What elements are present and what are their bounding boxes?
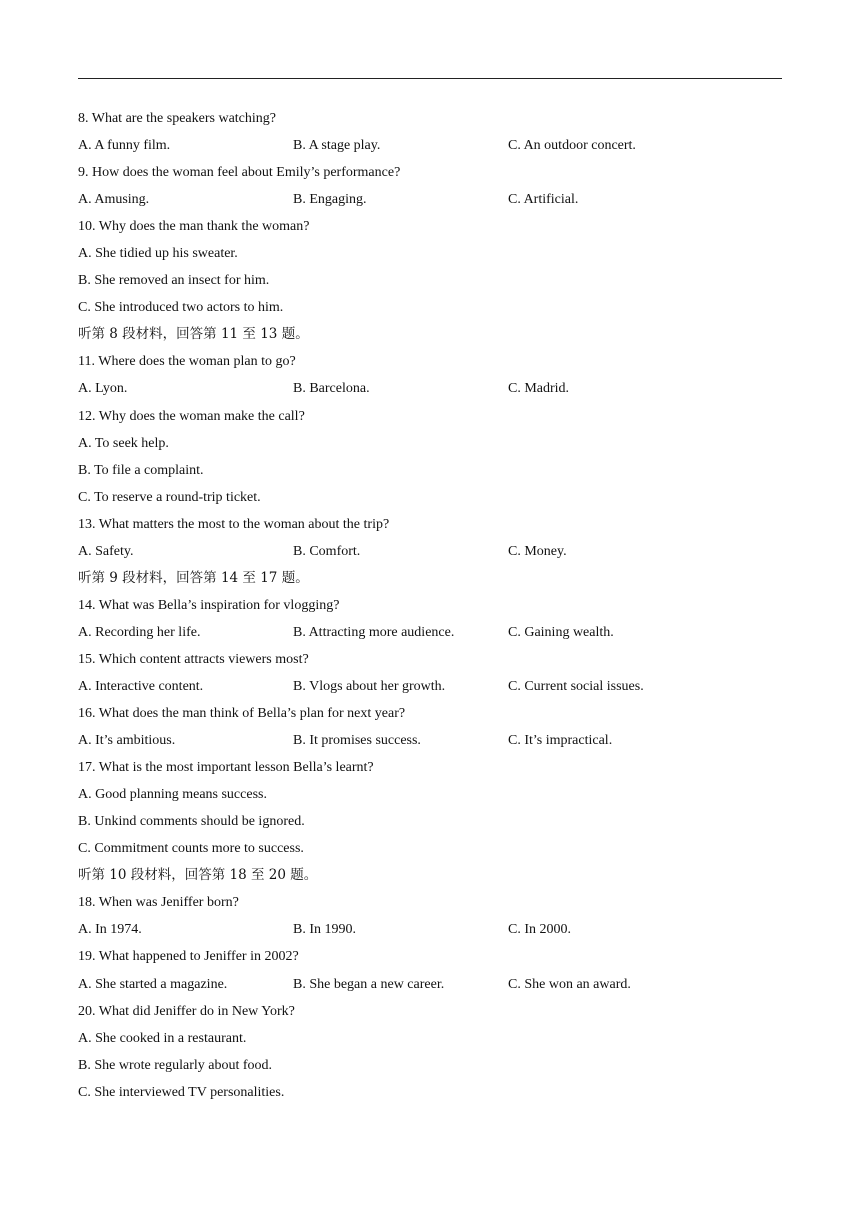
option-c: C. Artificial. — [508, 192, 579, 208]
option-row — [78, 186, 798, 213]
option-c: C. Madrid. — [508, 381, 570, 397]
question-text: 9. How does the woman feel about Emily’s performance? — [78, 165, 401, 181]
option-a: A. She started a magazine. — [78, 976, 228, 992]
option-b: B. Barcelona. — [293, 381, 370, 397]
option-line: C. To reserve a round-trip ticket. — [78, 489, 261, 505]
option-line: A. She tidied up his sweater. — [78, 246, 238, 262]
option-c: C. Gaining wealth. — [508, 624, 614, 640]
option-row — [78, 375, 798, 402]
option-row — [78, 619, 798, 646]
option-a: A. A funny film. — [78, 138, 171, 154]
section-instruction: 听第 9 段材料，回答第 14 至 17 题。 — [78, 569, 309, 586]
option-a: A. Interactive content. — [78, 678, 204, 694]
section-instruction: 听第 8 段材料，回答第 11 至 13 题。 — [78, 326, 309, 343]
question-text: 10. Why does the man thank the woman? — [78, 219, 310, 235]
option-a: A. Amusing. — [78, 192, 150, 208]
option-line: A. To seek help. — [78, 435, 169, 451]
option-line: C. Commitment counts more to success. — [78, 841, 304, 857]
option-line: B. She removed an insect for him. — [78, 273, 270, 289]
option-b: B. Vlogs about her growth. — [293, 678, 446, 694]
option-line: C. She interviewed TV personalities. — [78, 1084, 285, 1100]
option-line: B. To file a complaint. — [78, 462, 204, 478]
option-a: A. Safety. — [78, 543, 134, 559]
option-row — [78, 538, 798, 565]
option-c: C. In 2000. — [508, 922, 571, 938]
question-text: 8. What are the speakers watching? — [78, 111, 276, 126]
option-line: C. She introduced two actors to him. — [78, 300, 284, 316]
option-a: A. In 1974. — [78, 922, 142, 938]
option-row — [78, 132, 798, 159]
option-a: A. It’s ambitious. — [78, 733, 176, 749]
option-line: A. She cooked in a restaurant. — [78, 1030, 247, 1046]
option-b: B. A stage play. — [293, 138, 381, 154]
option-c: C. Current social issues. — [508, 678, 644, 694]
question-text: 15. Which content attracts viewers most? — [78, 651, 309, 667]
option-b: B. It promises success. — [293, 733, 421, 749]
option-row — [78, 727, 798, 754]
option-row — [78, 673, 798, 700]
option-b: B. Attracting more audience. — [293, 624, 455, 640]
document-body — [78, 105, 798, 1106]
option-b: B. She began a new career. — [293, 976, 445, 992]
question-text: 20. What did Jeniffer do in New York? — [78, 1003, 295, 1019]
option-row — [78, 971, 798, 998]
question-text: 16. What does the man think of Bella’s plan for next year? — [78, 706, 406, 722]
option-b: B. Engaging. — [293, 192, 367, 208]
option-c: C. Money. — [508, 543, 567, 559]
option-a: A. Lyon. — [78, 381, 128, 397]
question-text: 18. When was Jeniffer born? — [78, 895, 239, 911]
option-a: A. Recording her life. — [78, 624, 201, 640]
question-text: 19. What happened to Jeniffer in 2002? — [78, 949, 299, 965]
question-text: 12. Why does the woman make the call? — [78, 408, 305, 424]
question-text: 11. Where does the woman plan to go? — [78, 354, 296, 370]
option-c: C. She won an award. — [508, 976, 631, 992]
option-line: A. Good planning means success. — [78, 787, 267, 803]
option-c: C. It’s impractical. — [508, 733, 613, 749]
option-b: B. In 1990. — [293, 922, 356, 938]
option-line: B. She wrote regularly about food. — [78, 1057, 273, 1073]
header-rule — [78, 78, 782, 79]
question-text: 14. What was Bella’s inspiration for vlogging? — [78, 597, 340, 613]
option-line: B. Unkind comments should be ignored. — [78, 814, 305, 830]
question-text: 13. What matters the most to the woman about the trip? — [78, 516, 390, 532]
option-c: C. An outdoor concert. — [508, 138, 636, 154]
option-b: B. Comfort. — [293, 543, 361, 559]
question-text: 17. What is the most important lesson Bella’s learnt? — [78, 760, 374, 776]
option-row — [78, 916, 798, 943]
section-instruction: 听第 10 段材料，回答第 18 至 20 题。 — [78, 867, 318, 884]
